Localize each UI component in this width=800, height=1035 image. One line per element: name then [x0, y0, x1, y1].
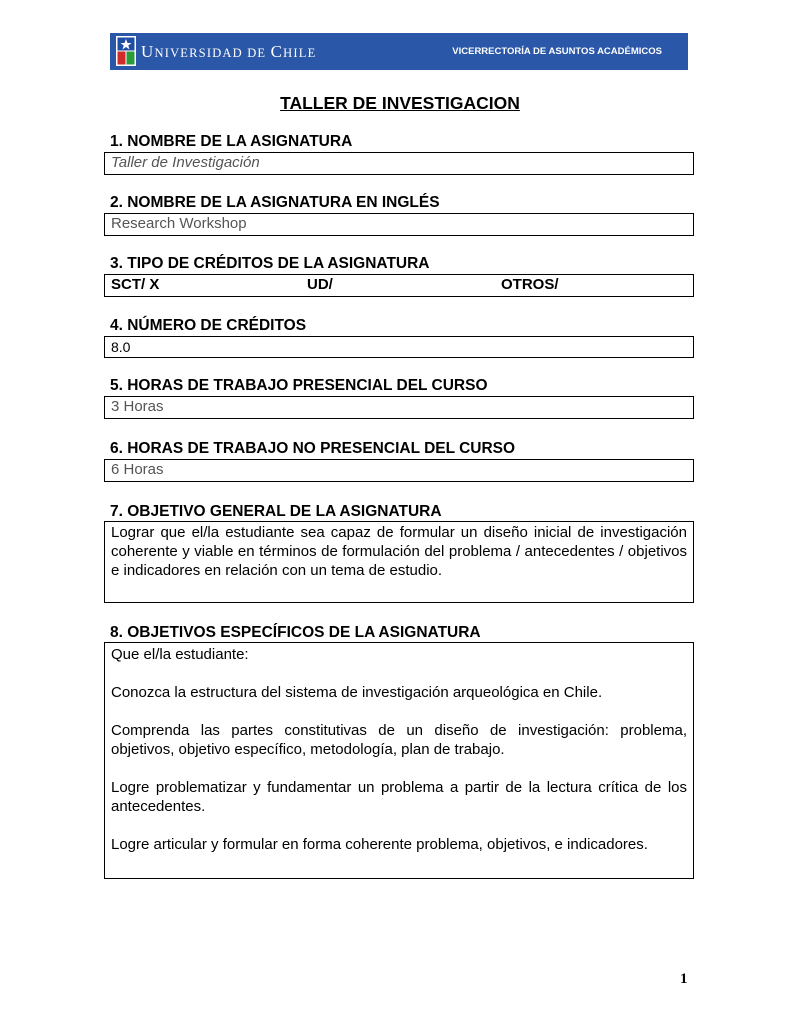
- section-8-label: 8. OBJETIVOS ESPECÍFICOS DE LA ASIGNATURA: [110, 624, 481, 641]
- section-2-label: 2. NOMBRE DE LA ASIGNATURA EN INGLÉS: [110, 194, 440, 211]
- section-8-item: Comprenda las partes constitutivas de un diseño de investigación: problema, objetivos, objetivo específico, metodología, plan de trabajo.: [111, 722, 687, 758]
- section-6-label: 6. HORAS DE TRABAJO NO PRESENCIAL DEL CURSO: [110, 440, 516, 457]
- section-6-value: 6 Horas: [104, 459, 694, 482]
- section-8-item: Conozca la estructura del sistema de investigación arqueológica en Chile.: [111, 684, 603, 701]
- section-5-label: 5. HORAS DE TRABAJO PRESENCIAL DEL CURSO: [110, 377, 488, 394]
- section-5-value: 3 Horas: [104, 396, 694, 419]
- section-3-credits-box: [104, 274, 694, 297]
- vicerrectoria-label: VICERRECTORÍA DE ASUNTOS ACADÉMICOS: [452, 46, 662, 57]
- section-1-label: 1. NOMBRE DE LA ASIGNATURA: [110, 133, 353, 150]
- section-8-intro: Que el/la estudiante:: [111, 646, 249, 663]
- document-title: TALLER DE INVESTIGACION: [280, 93, 520, 113]
- section-2-value: Research Workshop: [104, 213, 694, 236]
- section-8-box: [104, 642, 694, 879]
- section-7-label: 7. OBJETIVO GENERAL DE LA ASIGNATURA: [110, 503, 442, 520]
- section-4-label: 4. NÚMERO DE CRÉDITOS: [110, 317, 307, 334]
- university-name: UNIVERSIDAD DE CHILE: [141, 42, 317, 61]
- section-8-item: Logre problematizar y fundamentar un problema a partir de la lectura crítica de los antecedentes.: [111, 779, 687, 815]
- section-3-label: 3. TIPO DE CRÉDITOS DE LA ASIGNATURA: [110, 255, 430, 272]
- credit-types-row: [111, 276, 687, 294]
- section-7-value: Lograr que el/la estudiante sea capaz de formular un diseño inicial de investigación coherente y viable en términos de formulación del problema / antecedentes / objetivos e indicadores en relación con un tema de estudio.: [104, 521, 694, 603]
- credit-type-otros: OTROS/: [501, 276, 559, 293]
- section-4-value: 8.0: [104, 336, 694, 358]
- credit-type-ud: UD/: [307, 276, 333, 293]
- section-8-item: Logre articular y formular en forma coherente problema, objetivos, e indicadores.: [111, 836, 648, 853]
- page-number: 1: [680, 971, 688, 987]
- credit-type-sct: SCT/ X: [111, 276, 160, 293]
- header-banner: [110, 33, 688, 70]
- section-1-value: Taller de Investigación: [104, 152, 694, 175]
- university-crest-icon: [116, 36, 136, 66]
